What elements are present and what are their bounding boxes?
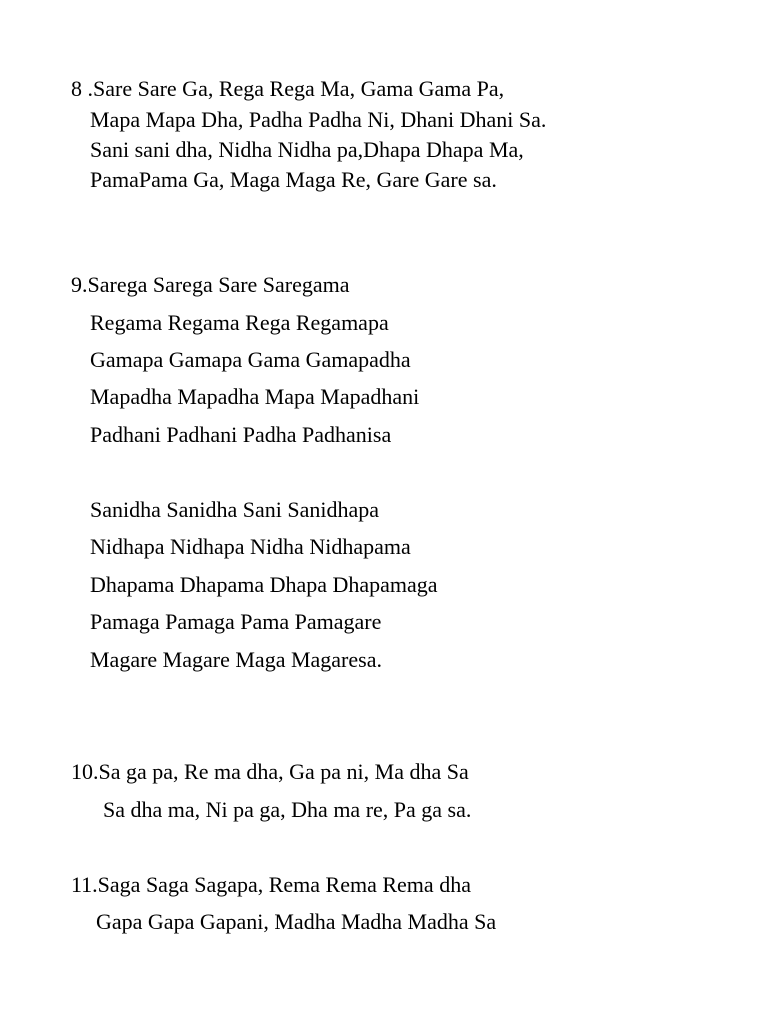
exercise-9-line-6: Sanidha Sanidha Sani Sanidhapa — [90, 497, 380, 522]
exercise-9-line-7: Nidhapa Nidhapa Nidha Nidhapama — [90, 534, 411, 559]
exercise-9-line-5: Padhani Padhani Padha Padhanisa — [90, 422, 392, 447]
exercise-8-line-3: Sani sani dha, Nidha Nidha pa,Dhapa Dhapa Ma, — [90, 137, 524, 162]
exercise-9-line-3: Gamapa Gamapa Gama Gamapadha — [90, 347, 411, 372]
exercise-10-line-1: 10.Sa ga pa, Re ma dha, Ga pa ni, Ma dha Sa — [71, 759, 469, 784]
exercise-8-line-4: PamaPama Ga, Maga Maga Re, Gare Gare sa. — [90, 167, 497, 192]
exercise-11-line-1: 11.Saga Saga Sagapa, Rema Rema Rema dha — [71, 872, 471, 897]
exercise-8-line-2: Mapa Mapa Dha, Padha Padha Ni, Dhani Dhani Sa. — [90, 107, 547, 132]
exercise-9-line-9: Pamaga Pamaga Pama Pamagare — [90, 609, 382, 634]
exercise-8-line-1: 8 .Sare Sare Ga, Rega Rega Ma, Gama Gama Pa, — [71, 76, 505, 101]
exercise-9-line-10: Magare Magare Maga Magaresa. — [90, 647, 382, 672]
exercise-11-line-2: Gapa Gapa Gapani, Madha Madha Madha Sa — [96, 909, 497, 934]
exercise-9-line-1: 9.Sarega Sarega Sare Saregama — [71, 272, 350, 297]
exercise-10-line-2: Sa dha ma, Ni pa ga, Dha ma re, Pa ga sa. — [103, 797, 472, 822]
exercise-9-line-2: Regama Regama Rega Regamapa — [90, 310, 389, 335]
exercise-9-line-4: Mapadha Mapadha Mapa Mapadhani — [90, 384, 420, 409]
exercise-9-line-8: Dhapama Dhapama Dhapa Dhapamaga — [90, 572, 438, 597]
